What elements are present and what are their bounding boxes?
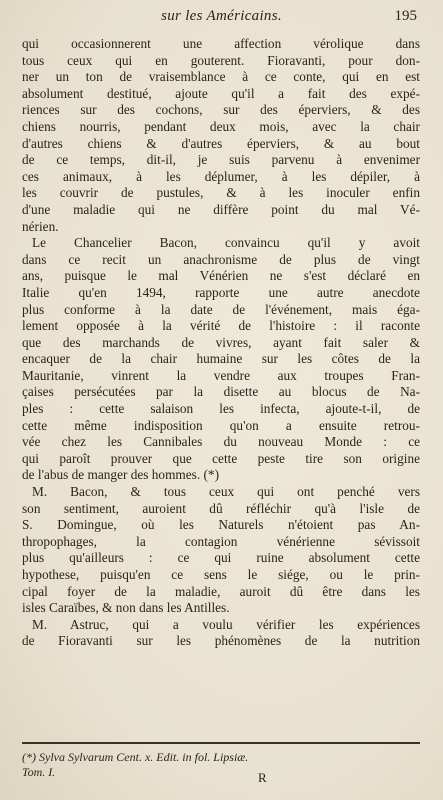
footnote-rule: [22, 742, 420, 744]
body-text: [22, 36, 420, 650]
text-line: cipal foyer de la maladie, auroit dû être dans les: [22, 583, 420, 599]
running-title: sur les Américains.: [161, 8, 282, 24]
text-line: plus qu'ailleurs : ce qui ruine absolument cette: [22, 550, 420, 566]
text-line: vée chez les Cannibales du nouveau Monde : ce: [22, 434, 420, 450]
text-line: d'autres chiens & d'autres éperviers, & au bout: [22, 135, 420, 151]
text-line: dans ce recit un anachronisme de plus de vingt: [22, 251, 420, 267]
text-line: çaises persécutées par la disette au blocus de Na-: [22, 384, 420, 400]
text-line: de ce temps, dit-il, je suis parvenu à envenimer: [22, 152, 420, 168]
text-line: ans, puisque le mal Vénérien ne s'est déclaré en: [22, 268, 420, 284]
text-line: encaquer de la chair humaine sur les côtes de la: [22, 351, 420, 367]
text-line: Mauritanie, vinrent la vendre aux troupes Fran-: [22, 367, 420, 383]
text-line: qui occasionnerent une affection vérolique dans: [22, 36, 420, 51]
page-number: 195: [394, 8, 417, 24]
text-line: hypothese, puisqu'en ce sens le siége, ou le prin-: [22, 567, 420, 582]
text-line: ces animaux, à les déplumer, à les dépiler, à: [22, 168, 420, 184]
text-line: plus conforme à la date de l'événement, mais éga-: [22, 301, 420, 317]
text-line: cette même indisposition qu'on a ensuite retrou-: [22, 417, 420, 433]
page-header: [0, 6, 443, 32]
text-line: qui paroît prouver que cette peste tire son origine: [22, 450, 420, 466]
text-line: ples : cette salaison les infecta, ajoute-t-il, de: [22, 401, 420, 417]
text-line: lement opposée à la vérité de l'histoire : il raconte: [22, 318, 420, 334]
text-line: les couvrir de pustules, & à les inoculer enfin: [22, 185, 420, 201]
footnote-line: Tom. I.: [22, 765, 56, 779]
text-line: S. Domingue, où les Naturels n'étoient pas An-: [22, 517, 420, 533]
text-line: de Fioravanti sur les phénomènes de la nutrition: [22, 633, 420, 649]
text-line: nérien.: [22, 218, 59, 234]
text-line: absolument destitué, ajoute qu'il a fait des expé-: [22, 85, 420, 101]
signature-mark: R: [258, 770, 267, 785]
text-line: thropophages, la contagion vénérienne sévissoit: [22, 533, 420, 549]
text-line: d'une maladie qui ne diffère point du mal Vé-: [22, 201, 420, 217]
footnote: [22, 750, 420, 780]
text-line: chiens nourris, pendant deux mois, avec la chair: [22, 118, 420, 134]
text-line: M. Bacon, & tous ceux qui ont penché vers: [32, 484, 420, 500]
text-line: isles Caraïbes, & non dans les Antilles.: [22, 600, 230, 616]
text-line: Italie qu'en 1494, rapporte une autre anecdote: [22, 284, 420, 300]
text-line: tous ceux qui en gouterent. Fioravanti, pour don-: [22, 52, 420, 68]
text-line: riences sur des cochons, sur des éperviers, & des: [22, 102, 420, 118]
text-line: que des marchands de vivres, ayant fait saler &: [22, 334, 420, 350]
text-line: son sentiment, auroient dû réfléchir qu'à l'isle de: [22, 500, 420, 516]
footnote-line: (*) Sylva Sylvarum Cent. x. Edit. in fol. Lipsiæ.: [22, 750, 249, 764]
text-line: M. Astruc, qui a voulu vérifier les expériences: [32, 616, 420, 632]
text-line: de l'abus de manger des hommes. (*): [22, 467, 219, 483]
text-line: ner un ton de vraisemblance à ce conte, qui en est: [22, 69, 420, 85]
text-line: Le Chancelier Bacon, convaincu qu'il y avoit: [32, 235, 420, 251]
